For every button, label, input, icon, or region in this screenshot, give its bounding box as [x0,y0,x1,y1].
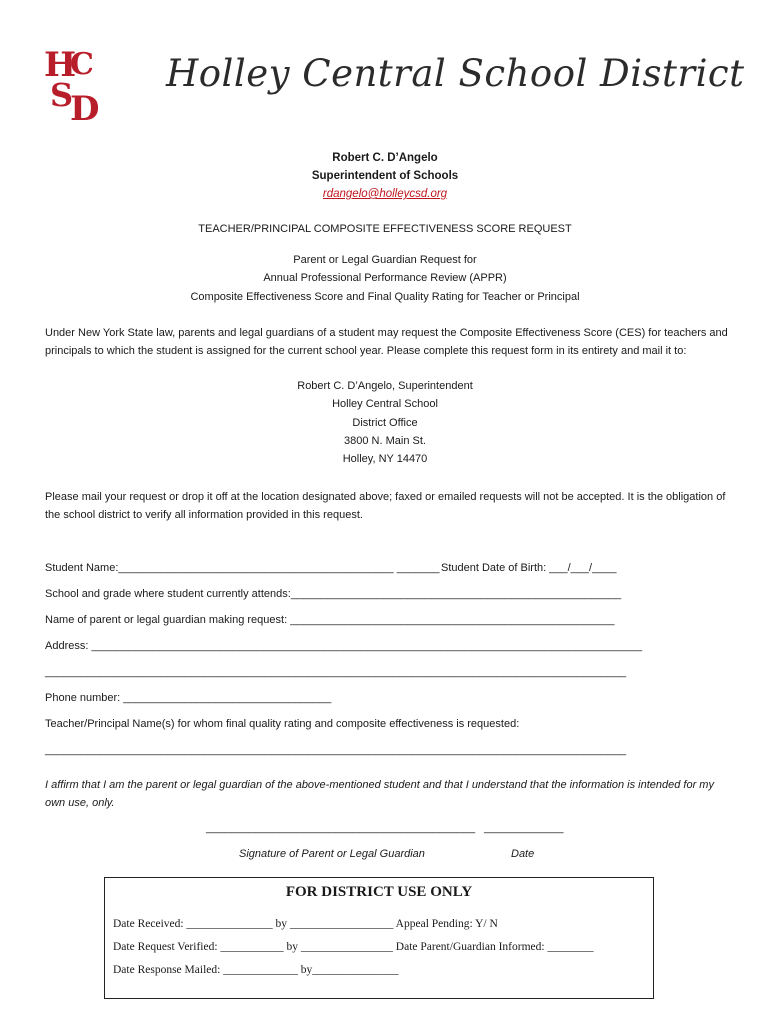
teacher-principal-label: Teacher/Principal Name(s) for whom final quality rating and composite effectiveness is requested: [45,718,520,730]
district-logo [40,44,110,124]
subtitle-line-3: Composite Effectiveness Score and Final Quality Rating for Teacher or Principal [190,291,580,303]
superintendent-title: Superintendent of Schools [311,170,459,182]
address-line-1: Robert C. D’Angelo, Superintendent [297,380,473,392]
mail-note: Please mail your request or drop it off at the location designated above; faxed or emailed requests will not be accepted. It is the obligation of the school district to verify all information provided in this request. [45,491,726,521]
district-name: Holley Central School District [166,52,745,95]
date-line[interactable]: _____________ [484,822,564,834]
address-line-2: Holley Central School [332,398,438,410]
signature-label: Signature of Parent or Legal Guardian [239,848,425,860]
student-name-field[interactable]: Student Name:_____________________________________________ _______ [45,562,440,574]
svg-text:D: D [70,89,100,124]
date-request-verified-row[interactable]: Date Request Verified: ___________ by ________________ Date Parent/Guardian Informed: ________ [113,941,594,953]
hcsd-monogram-icon [40,44,110,124]
form-title: TEACHER/PRINCIPAL COMPOSITE EFFECTIVENESS SCORE REQUEST [198,223,572,235]
svg-text:C: C [70,47,94,82]
school-grade-field[interactable]: School and grade where student currently attends:______________________________________________________ [45,588,622,600]
address-line-4: 3800 N. Main St. [344,435,426,447]
district-use-box [104,877,654,999]
student-dob-field[interactable]: Student Date of Birth: ___/___/____ [441,562,617,574]
svg-text:S: S [50,76,74,114]
subtitle-line-1: Parent or Legal Guardian Request for [293,254,477,266]
date-response-mailed-row[interactable]: Date Response Mailed: _____________ by_______________ [113,964,399,976]
superintendent-email-link[interactable]: rdangelo@holleycsd.org [322,188,448,200]
svg-text:H: H [44,45,77,85]
address-line-5: Holley, NY 14470 [342,453,428,465]
address-line-3: District Office [352,417,418,429]
intro-paragraph: Under New York State law, parents and legal guardians of a student may request the Composite Effectiveness Score (CES) for teachers and principals to which the student is assigned for the current school year. Please complete this request form in its entirety and mail it to: [45,327,728,357]
date-label: Date [511,848,535,860]
district-use-title: FOR DISTRICT USE ONLY [285,884,473,900]
superintendent-name: Robert C. D’Angelo [332,152,438,164]
phone-field[interactable]: Phone number: __________________________________ [45,692,332,704]
parent-name-field[interactable]: Name of parent or legal guardian making request: _____________________________________________________ [45,614,615,626]
address-field[interactable]: Address: __________________________________________________________________________________________ [45,640,643,652]
subtitle-line-2: Annual Professional Performance Review (APPR) [263,272,507,284]
teacher-principal-field[interactable]: _______________________________________________________________________________________________ [45,744,627,756]
signature-line[interactable]: ____________________________________________ [206,822,476,834]
address-field-line-2[interactable]: _______________________________________________________________________________________________ [45,666,627,678]
date-received-row[interactable]: Date Received: _______________ by __________________ Appeal Pending: Y/ N [113,918,498,930]
affirmation-text: I affirm that I am the parent or legal guardian of the above-mentioned student and that I understand that the information is intended for my own use, only. [45,779,714,809]
